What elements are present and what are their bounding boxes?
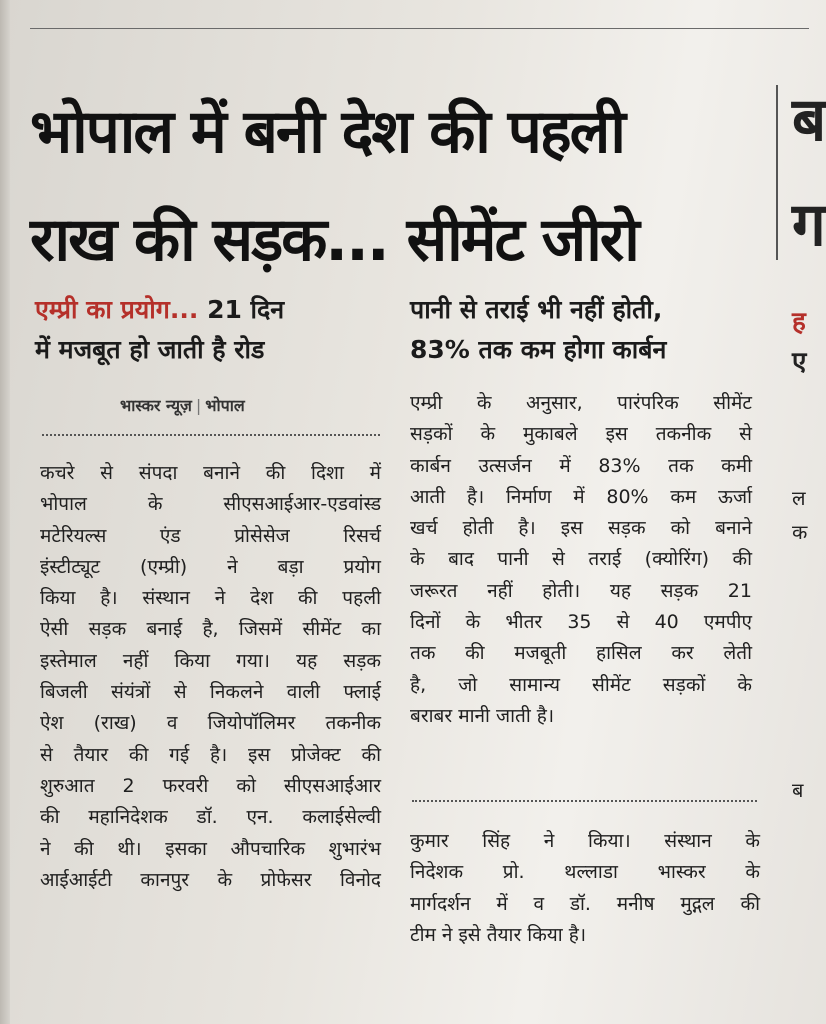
body-line: खर्च होती है। इस सड़क को बनाने: [410, 517, 752, 540]
body-line: जरूरत नहीं होती। यह सड़क 21: [410, 579, 752, 602]
fragment-char: ल: [792, 486, 806, 510]
body-line: भोपाल के सीएसआईआर-एडवांस्ड: [40, 493, 381, 516]
body-line: मार्गदर्शन में व डॉ. मनीष मुद्गल की: [410, 892, 760, 915]
body-line: इस्तेमाल नहीं किया गया। यह सड़क: [40, 649, 381, 672]
right-body-column-bottom: [410, 826, 760, 951]
newspaper-page-edge: [0, 0, 10, 1024]
byline: [120, 394, 245, 416]
body-line: दिनों के भीतर 35 से 40 एमपीए: [410, 611, 752, 634]
byline-city: भोपाल: [205, 396, 245, 415]
section-dotted-rule: [412, 800, 757, 802]
fragment-char: क: [792, 520, 808, 544]
headline-line-2: राख की सड़क... सीमेंट जीरो: [30, 205, 638, 275]
fragment-char: ह: [792, 307, 806, 337]
subheadline-right-line-2: 83% तक कम होगा कार्बन: [410, 335, 667, 364]
body-line: ऐश (राख) व जियोपॉलिमर तकनीक: [40, 712, 381, 735]
body-line: बिजली संयंत्रों से निकलने वाली फ्लाई: [40, 681, 381, 704]
subheadline-left-highlight: एम्प्री का प्रयोग...: [35, 295, 199, 324]
body-line: आईआईटी कानपुर के प्रोफेसर विनोद: [40, 868, 381, 891]
body-line: निदेशक प्रो. थल्लाडा भास्कर के: [410, 861, 760, 884]
body-line: से तैयार की गई है। इस प्रोजेक्ट की: [40, 743, 381, 766]
fragment-char: ए: [792, 347, 807, 377]
subheadline-right: [410, 290, 760, 370]
body-line: मटेरियल्स एंड प्रोसेसेज रिसर्च: [40, 524, 381, 547]
body-line: इंस्टीट्यूट (एम्प्री) ने बड़ा प्रयोग: [40, 555, 381, 578]
body-line: कार्बन उत्सर्जन में 83% तक कमी: [410, 454, 752, 477]
body-line: एम्प्री के अनुसार, पारंपरिक सीमेंट: [410, 392, 752, 414]
body-line: की महानिदेशक डॉ. एन. कलाईसेल्वी: [40, 806, 381, 829]
body-line: के बाद पानी से तराई (क्योरिंग) की: [410, 548, 752, 571]
subheadline-left-rest: 21 दिन: [198, 295, 285, 324]
body-line: तक की मजबूती हासिल कर लेती: [410, 642, 752, 665]
subheadline-left-line-2: में मजबूत हो जाती है रोड: [35, 335, 265, 364]
body-line: कुमार सिंह ने किया। संस्थान के: [410, 830, 760, 852]
byline-separator: |: [195, 396, 202, 415]
fragment-char: ग: [792, 190, 826, 260]
top-rule: [30, 28, 809, 29]
body-line: आती है। निर्माण में 80% कम ऊर्जा: [410, 485, 752, 508]
headline: [30, 78, 770, 294]
body-line: ने की थी। इसका औपचारिक शुभारंभ: [40, 837, 381, 860]
column-divider: [776, 85, 778, 260]
body-line: है, जो सामान्य सीमेंट सड़कों के: [410, 673, 752, 696]
body-line: ऐसी सड़क बनाई है, जिसमें सीमेंट का: [40, 618, 381, 641]
fragment-char: ब: [792, 85, 826, 155]
right-body-column-top: [410, 388, 752, 732]
body-line: शुरुआत 2 फरवरी को सीएसआईआर: [40, 774, 381, 797]
adjacent-article-fragment: [788, 70, 826, 1024]
body-line: कचरे से संपदा बनाने की दिशा में: [40, 462, 381, 484]
headline-line-1: भोपाल में बनी देश की पहली: [30, 97, 624, 167]
byline-dotted-rule: [42, 434, 380, 436]
body-line: सड़कों के मुकाबले इस तकनीक से: [410, 423, 752, 446]
body-line: बराबर मानी जाती है।: [410, 704, 555, 727]
byline-agency: भास्कर न्यूज़: [120, 396, 192, 415]
left-body-column: [40, 458, 381, 896]
body-line: किया है। संस्थान ने देश की पहली: [40, 587, 381, 610]
body-line: टीम ने इसे तैयार किया है।: [410, 923, 587, 946]
subheadline-right-line-1: पानी से तराई भी नहीं होती,: [410, 295, 663, 324]
subheadline-left: [35, 290, 385, 370]
fragment-char: ब: [792, 778, 804, 802]
